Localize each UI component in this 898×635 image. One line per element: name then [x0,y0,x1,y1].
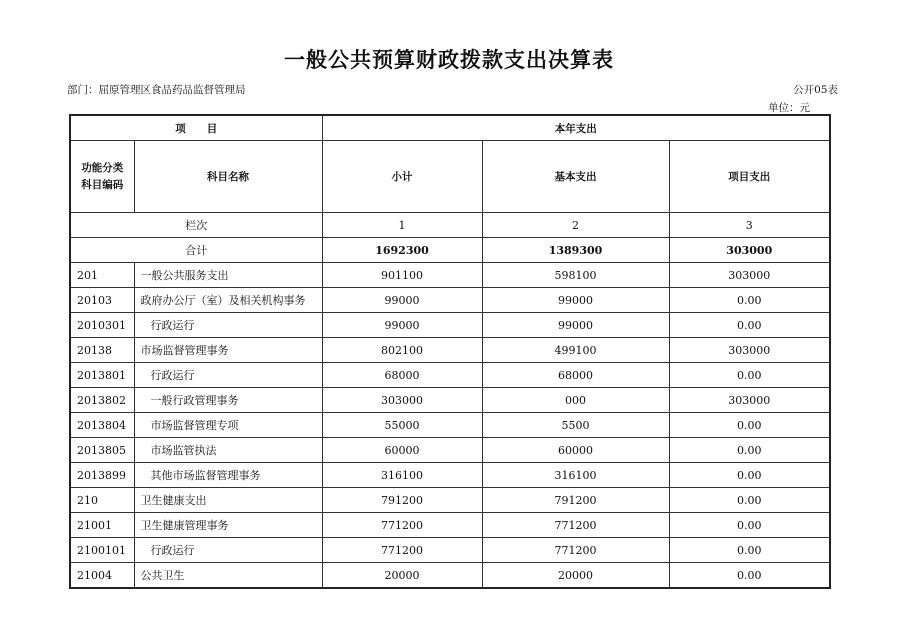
row-project: 303000 [669,388,830,413]
row-project: 0.00 [669,488,830,513]
row-subtotal: 316100 [322,463,482,488]
row-code: 201 [70,263,134,288]
row-subtotal: 791200 [322,488,482,513]
row-project: 0.00 [669,313,830,338]
row-code: 2100101 [70,538,134,563]
row-basic: 499100 [482,338,669,363]
table-row [70,288,830,313]
total-subtotal: 1692300 [322,238,482,263]
unit-label: 单位：元 [768,102,810,114]
row-subtotal: 802100 [322,338,482,363]
row-subtotal: 99000 [322,313,482,338]
row-subject-name: 卫生健康管理事务 [134,513,322,538]
row-subject-name: 行政运行 [134,538,322,563]
header-row-1 [70,115,830,141]
header-basic: 基本支出 [482,141,669,213]
row-project: 0.00 [669,363,830,388]
row-basic: 771200 [482,538,669,563]
row-subject-name: 市场监督管理专项 [134,413,322,438]
row-basic: 20000 [482,563,669,589]
row-basic: 316100 [482,463,669,488]
row-subject-name: 市场监管执法 [134,438,322,463]
row-subject-name: 行政运行 [134,363,322,388]
row-basic: 5500 [482,413,669,438]
total-row [70,238,830,263]
page-title: 一般公共预算财政拨款支出决算表 [284,48,614,72]
row-project: 0.00 [669,463,830,488]
row-project: 303000 [669,338,830,363]
row-code: 20138 [70,338,134,363]
row-basic: 99000 [482,288,669,313]
row-subtotal: 60000 [322,438,482,463]
row-subtotal: 771200 [322,513,482,538]
row-project: 0.00 [669,438,830,463]
row-basic: 771200 [482,513,669,538]
table-row [70,363,830,388]
row-code: 2013802 [70,388,134,413]
row-project: 0.00 [669,513,830,538]
row-basic: 68000 [482,363,669,388]
row-code: 21001 [70,513,134,538]
row-subtotal: 303000 [322,388,482,413]
column-order-2: 2 [482,213,669,238]
row-subject-name: 卫生健康支出 [134,488,322,513]
row-subject-name: 一般公共服务支出 [134,263,322,288]
column-order-row [70,213,830,238]
row-code: 20103 [70,288,134,313]
header-project: 项目支出 [669,141,830,213]
row-basic: 000 [482,388,669,413]
table-row [70,488,830,513]
table-row [70,313,830,338]
table-row [70,338,830,363]
row-project: 0.00 [669,563,830,589]
form-number: 公开05表 [793,84,838,96]
header-current-year: 本年支出 [322,115,830,141]
table-row [70,463,830,488]
row-project: 0.00 [669,413,830,438]
row-project: 303000 [669,263,830,288]
column-order-1: 1 [322,213,482,238]
row-subtotal: 771200 [322,538,482,563]
header-func-code: 功能分类科目编码 [70,141,134,213]
column-order-3: 3 [669,213,830,238]
header-item: 项 目 [70,115,322,141]
row-subject-name: 政府办公厅（室）及相关机构事务 [134,288,322,313]
row-basic: 99000 [482,313,669,338]
row-subject-name: 一般行政管理事务 [134,388,322,413]
table-row [70,413,830,438]
total-project: 303000 [669,238,830,263]
table-row [70,513,830,538]
row-project: 0.00 [669,538,830,563]
row-code: 2013899 [70,463,134,488]
row-code: 21004 [70,563,134,589]
column-order-label: 栏次 [70,213,322,238]
row-code: 2010301 [70,313,134,338]
row-code: 2013805 [70,438,134,463]
department-label: 部门：屈原管理区食品药品监督管理局 [67,84,246,96]
row-basic: 598100 [482,263,669,288]
row-subtotal: 20000 [322,563,482,589]
row-subtotal: 901100 [322,263,482,288]
row-subtotal: 99000 [322,288,482,313]
row-basic: 60000 [482,438,669,463]
row-basic: 791200 [482,488,669,513]
total-basic: 1389300 [482,238,669,263]
row-subject-name: 市场监督管理事务 [134,338,322,363]
table-row [70,388,830,413]
table-row [70,538,830,563]
row-subtotal: 55000 [322,413,482,438]
row-subject-name: 其他市场监督管理事务 [134,463,322,488]
header-subtotal: 小计 [322,141,482,213]
row-code: 2013804 [70,413,134,438]
row-subtotal: 68000 [322,363,482,388]
header-subject-name: 科目名称 [134,141,322,213]
expenditure-table [69,114,831,589]
row-subject-name: 公共卫生 [134,563,322,589]
row-project: 0.00 [669,288,830,313]
row-subject-name: 行政运行 [134,313,322,338]
row-code: 210 [70,488,134,513]
table-row [70,563,830,589]
table-row [70,263,830,288]
row-code: 2013801 [70,363,134,388]
table-row [70,438,830,463]
total-label: 合计 [70,238,322,263]
header-row-2 [70,141,830,213]
